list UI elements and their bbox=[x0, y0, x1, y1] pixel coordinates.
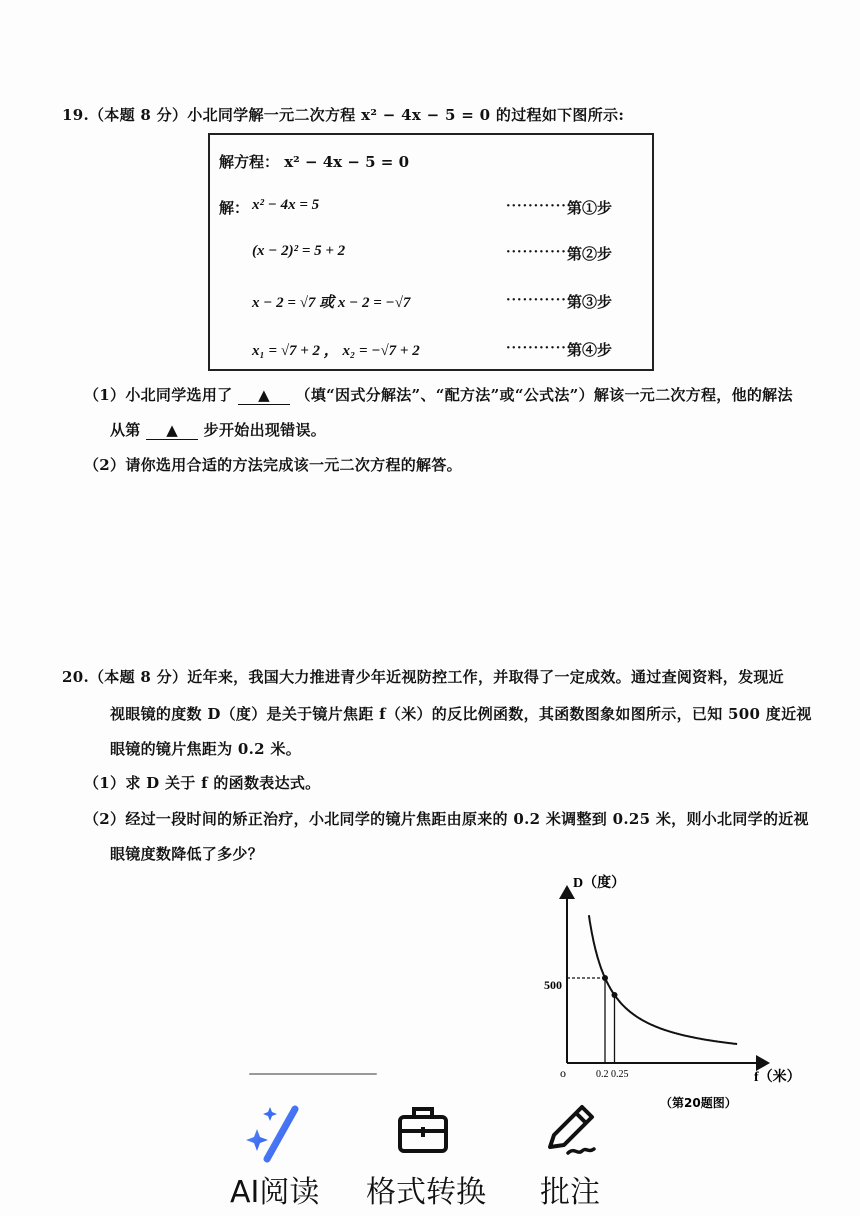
q20-part2-line2: 眼镜度数降低了多少？ bbox=[110, 845, 264, 863]
q19-part1-text-d: 步开始出现错误。 bbox=[203, 421, 327, 439]
x-tick-label: 0.2 0.25 bbox=[596, 1069, 629, 1080]
q19-part1-blank-1: ▲ bbox=[238, 386, 290, 405]
toolbox-icon bbox=[396, 1103, 452, 1159]
q19-part1-text-c: 从第 bbox=[110, 421, 141, 439]
annotate-button[interactable] bbox=[530, 1085, 620, 1215]
q20-line3: 眼镜的镜片焦距为 0.2 米。 bbox=[110, 740, 302, 758]
bottom-toolbar bbox=[0, 1085, 860, 1216]
q19-solution-label: 解： bbox=[219, 199, 250, 217]
q19-step3-dots: ············· bbox=[506, 293, 578, 308]
q19-step4-dots: ············· bbox=[506, 341, 578, 356]
q20-line1: 20.（本题 8 分）近年来，我国大力推进青少年近视防控工作，并取得了一定成效。通过查阅资料，发现近 bbox=[62, 668, 784, 686]
q19-step1-expr: x² − 4x = 5 bbox=[252, 197, 320, 213]
inverse-proportion-chart bbox=[530, 865, 801, 1110]
q20-part2-line1: （2）经过一段时间的矫正治疗，小北同学的镜片焦距由原来的 0.2 米调整到 0.25 米，则小北同学的近视 bbox=[84, 810, 809, 828]
format-convert-label: 格式转换 bbox=[366, 1175, 486, 1210]
q19-part2: （2）请你选用合适的方法完成该一元二次方程的解答。 bbox=[84, 456, 462, 474]
q19-step2-expr: (x − 2)² = 5 + 2 bbox=[252, 243, 346, 259]
ai-read-label: AI阅读 bbox=[230, 1175, 320, 1210]
marked-point-0 bbox=[602, 975, 608, 981]
q19-step1-dots: ············· bbox=[506, 199, 578, 214]
y-axis-label: D（度） bbox=[573, 876, 626, 891]
marked-point-1 bbox=[612, 992, 618, 998]
toolbar-drag-handle[interactable] bbox=[249, 1073, 377, 1075]
q19-step4-label: 第④步 bbox=[567, 341, 613, 359]
inverse-curve bbox=[589, 915, 737, 1044]
annotate-label: 批注 bbox=[540, 1175, 600, 1210]
q19-step4-expr: x₁ = √7 + 2 ， x₂ = −√7 + 2 bbox=[252, 343, 420, 359]
q19-solution-box bbox=[208, 133, 654, 371]
pen-sign-icon bbox=[542, 1103, 602, 1159]
y-tick-label: 500 bbox=[544, 978, 562, 992]
q19-header: 19.（本题 8 分）小北同学解一元二次方程 x² − 4x − 5 = 0 的过程如下图所示: bbox=[62, 106, 625, 124]
sparkle-pen-icon bbox=[243, 1101, 305, 1163]
q20-line2: 视眼镜的度数 D（度）是关于镜片焦距 f（米）的反比例函数，其函数图象如图所示，已知 500 度近视 bbox=[110, 705, 812, 723]
q19-part1-text-b: （填“因式分解法”、“配方法”或“公式法”）解该一元二次方程，他的解法 bbox=[295, 386, 793, 404]
x-axis-label: f（米） bbox=[754, 1070, 801, 1085]
q19-part1 bbox=[84, 384, 793, 405]
q19-part1-cont bbox=[110, 419, 326, 440]
curve-group bbox=[567, 915, 737, 1063]
q19-step1-label: 第①步 bbox=[567, 199, 613, 217]
q20-part1: （1）求 D 关于 f 的函数表达式。 bbox=[84, 774, 321, 792]
q19-part1-blank-2: ▲ bbox=[146, 421, 198, 440]
chart-caption: （第20题图） bbox=[660, 1096, 737, 1110]
q19-part1-text-a: （1）小北同学选用了 bbox=[84, 386, 233, 404]
origin-label: o bbox=[560, 1066, 566, 1080]
q19-step3-expr: x − 2 = √7 或 x − 2 = −√7 bbox=[252, 295, 411, 311]
q19-equation-line: 解方程： x² − 4x − 5 = 0 bbox=[219, 153, 410, 171]
q19-step3-label: 第③步 bbox=[567, 293, 613, 311]
ai-read-button[interactable] bbox=[225, 1085, 335, 1215]
format-convert-button[interactable] bbox=[360, 1085, 490, 1215]
q19-step2-dots: ············· bbox=[506, 245, 578, 260]
q19-step2-label: 第②步 bbox=[567, 245, 613, 263]
